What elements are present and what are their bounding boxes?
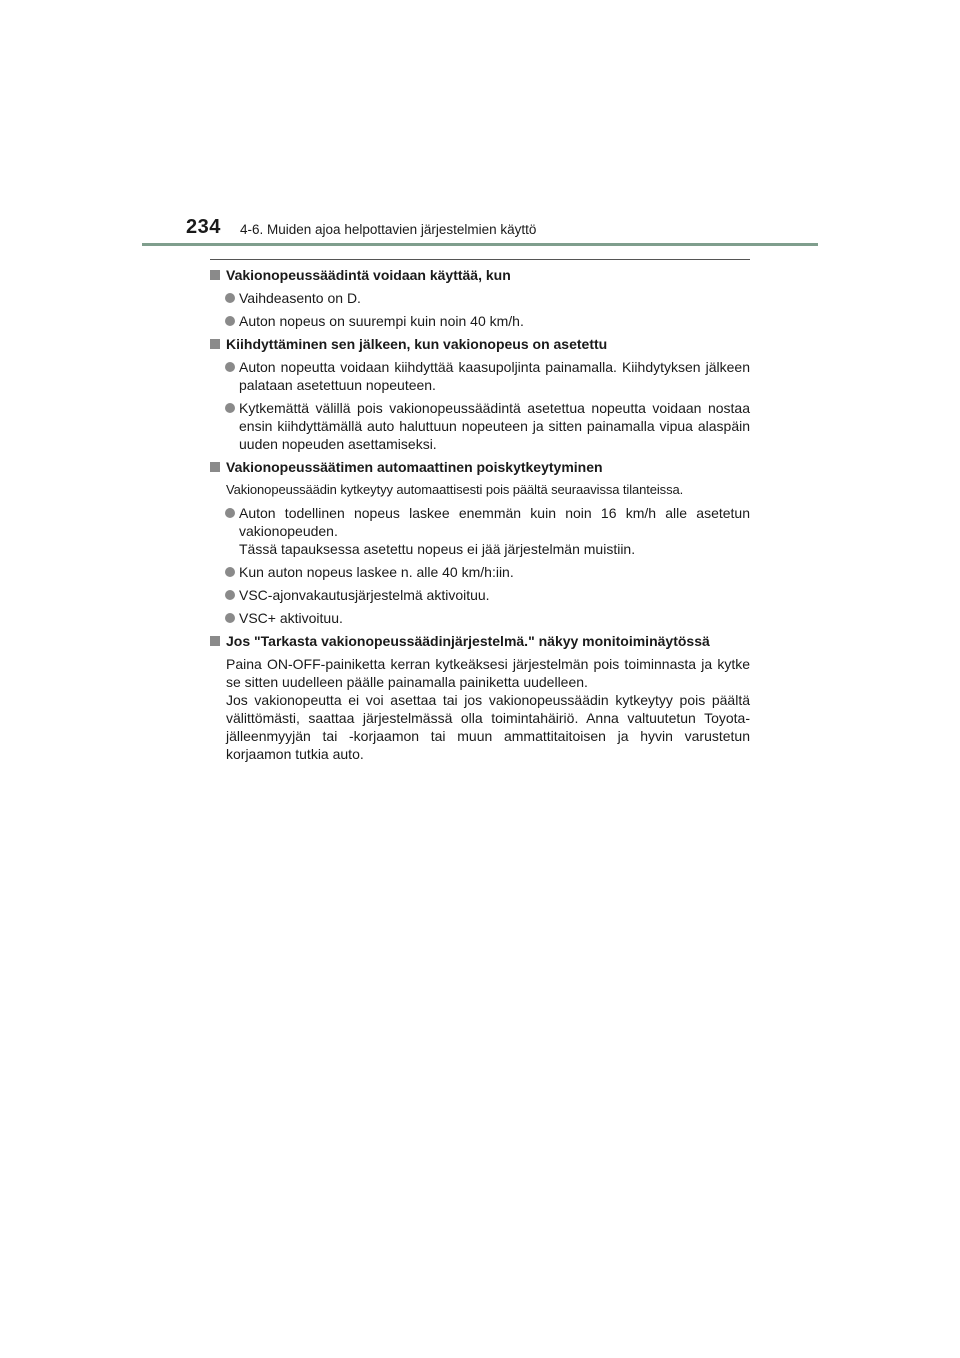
circle-bullet-icon (225, 590, 235, 600)
list-item-note: Tässä tapauksessa asetettu nopeus ei jää järjestelmän muistiin. (239, 541, 636, 557)
list-item-text: Auton nopeus on suurempi kuin noin 40 km/h. (239, 313, 524, 329)
list-item (210, 289, 750, 307)
header-rule (142, 243, 818, 246)
section-intro: Vakionopeussäädin kytkeytyy automaattisesti pois päältä seuraavissa tilanteissa. (226, 482, 684, 497)
square-bullet-icon (210, 339, 220, 349)
circle-bullet-icon (225, 403, 235, 413)
list-item (210, 312, 750, 330)
list-item-text: VSC+ aktivoituu. (239, 610, 343, 626)
circle-bullet-icon (225, 293, 235, 303)
list-item-text: Kun auton nopeus laskee n. alle 40 km/h:iin. (239, 564, 514, 580)
list-item-text: Auton nopeutta voidaan kiihdyttää kaasupoljinta painamalla. Kiihdytyksen jälkeen palataan asetettuun nopeuteen. (239, 359, 750, 393)
list-item (210, 399, 750, 453)
section-heading (210, 458, 750, 476)
square-bullet-icon (210, 462, 220, 472)
list-item (210, 563, 750, 581)
paragraph-text: Paina ON-OFF-painiketta kerran kytkeäksesi järjestelmän pois toiminnasta ja kytke se sitten uudelleen päälle painamalla painiketta uudelleen. (226, 656, 750, 690)
section-heading (210, 266, 750, 284)
paragraph-text: Jos vakionopeutta ei voi asettaa tai jos vakionopeussäädin kytkeytyy pois päältä välittömästi, saattaa järjestelmässä olla toimintahäiriö. Anna valtuutetun Toyota-jälleenmyyjän tai -korjaamon tai muun ammattitaitoisen ja hyvin varustetun korjaamon tutkia auto. (226, 692, 750, 762)
list-item (210, 609, 750, 627)
section-paragraph (210, 655, 750, 763)
section-heading (210, 335, 750, 353)
square-bullet-icon (210, 636, 220, 646)
list-item (210, 358, 750, 394)
circle-bullet-icon (225, 316, 235, 326)
section-title: 4-6. Muiden ajoa helpottavien järjestelmien käyttö (240, 222, 537, 237)
list-item-text: Kytkemättä välillä pois vakionopeussäädintä asetettua nopeutta voidaan nostaa ensin kiihdyttämällä auto haluttuun nopeuteen ja sitten painamalla vipua alaspäin uuden nopeuden asettamiseksi. (239, 400, 750, 452)
list-item (210, 504, 750, 558)
square-bullet-icon (210, 270, 220, 280)
list-item-text: Vaihdeasento on D. (239, 290, 361, 306)
list-item (210, 586, 750, 604)
content-rule (210, 259, 750, 260)
section-heading-text: Vakionopeussäätimen automaattinen poiskytkeytyminen (226, 459, 603, 475)
section-heading-text: Jos "Tarkasta vakionopeussäädinjärjestelmä." näkyy monitoiminäytössä (226, 633, 710, 649)
circle-bullet-icon (225, 362, 235, 372)
circle-bullet-icon (225, 613, 235, 623)
page-number: 234 (186, 216, 221, 238)
list-item-text: VSC-ajonvakautusjärjestelmä aktivoituu. (239, 587, 490, 603)
list-item-text: Auton todellinen nopeus laskee enemmän kuin noin 16 km/h alle asetetun vakionopeuden. (239, 505, 750, 539)
page-content (210, 266, 750, 768)
section-heading-text: Vakionopeussäädintä voidaan käyttää, kun (226, 267, 511, 283)
section-heading (210, 632, 750, 650)
circle-bullet-icon (225, 567, 235, 577)
section-heading-text: Kiihdyttäminen sen jälkeen, kun vakionopeus on asetettu (226, 336, 608, 352)
circle-bullet-icon (225, 508, 235, 518)
